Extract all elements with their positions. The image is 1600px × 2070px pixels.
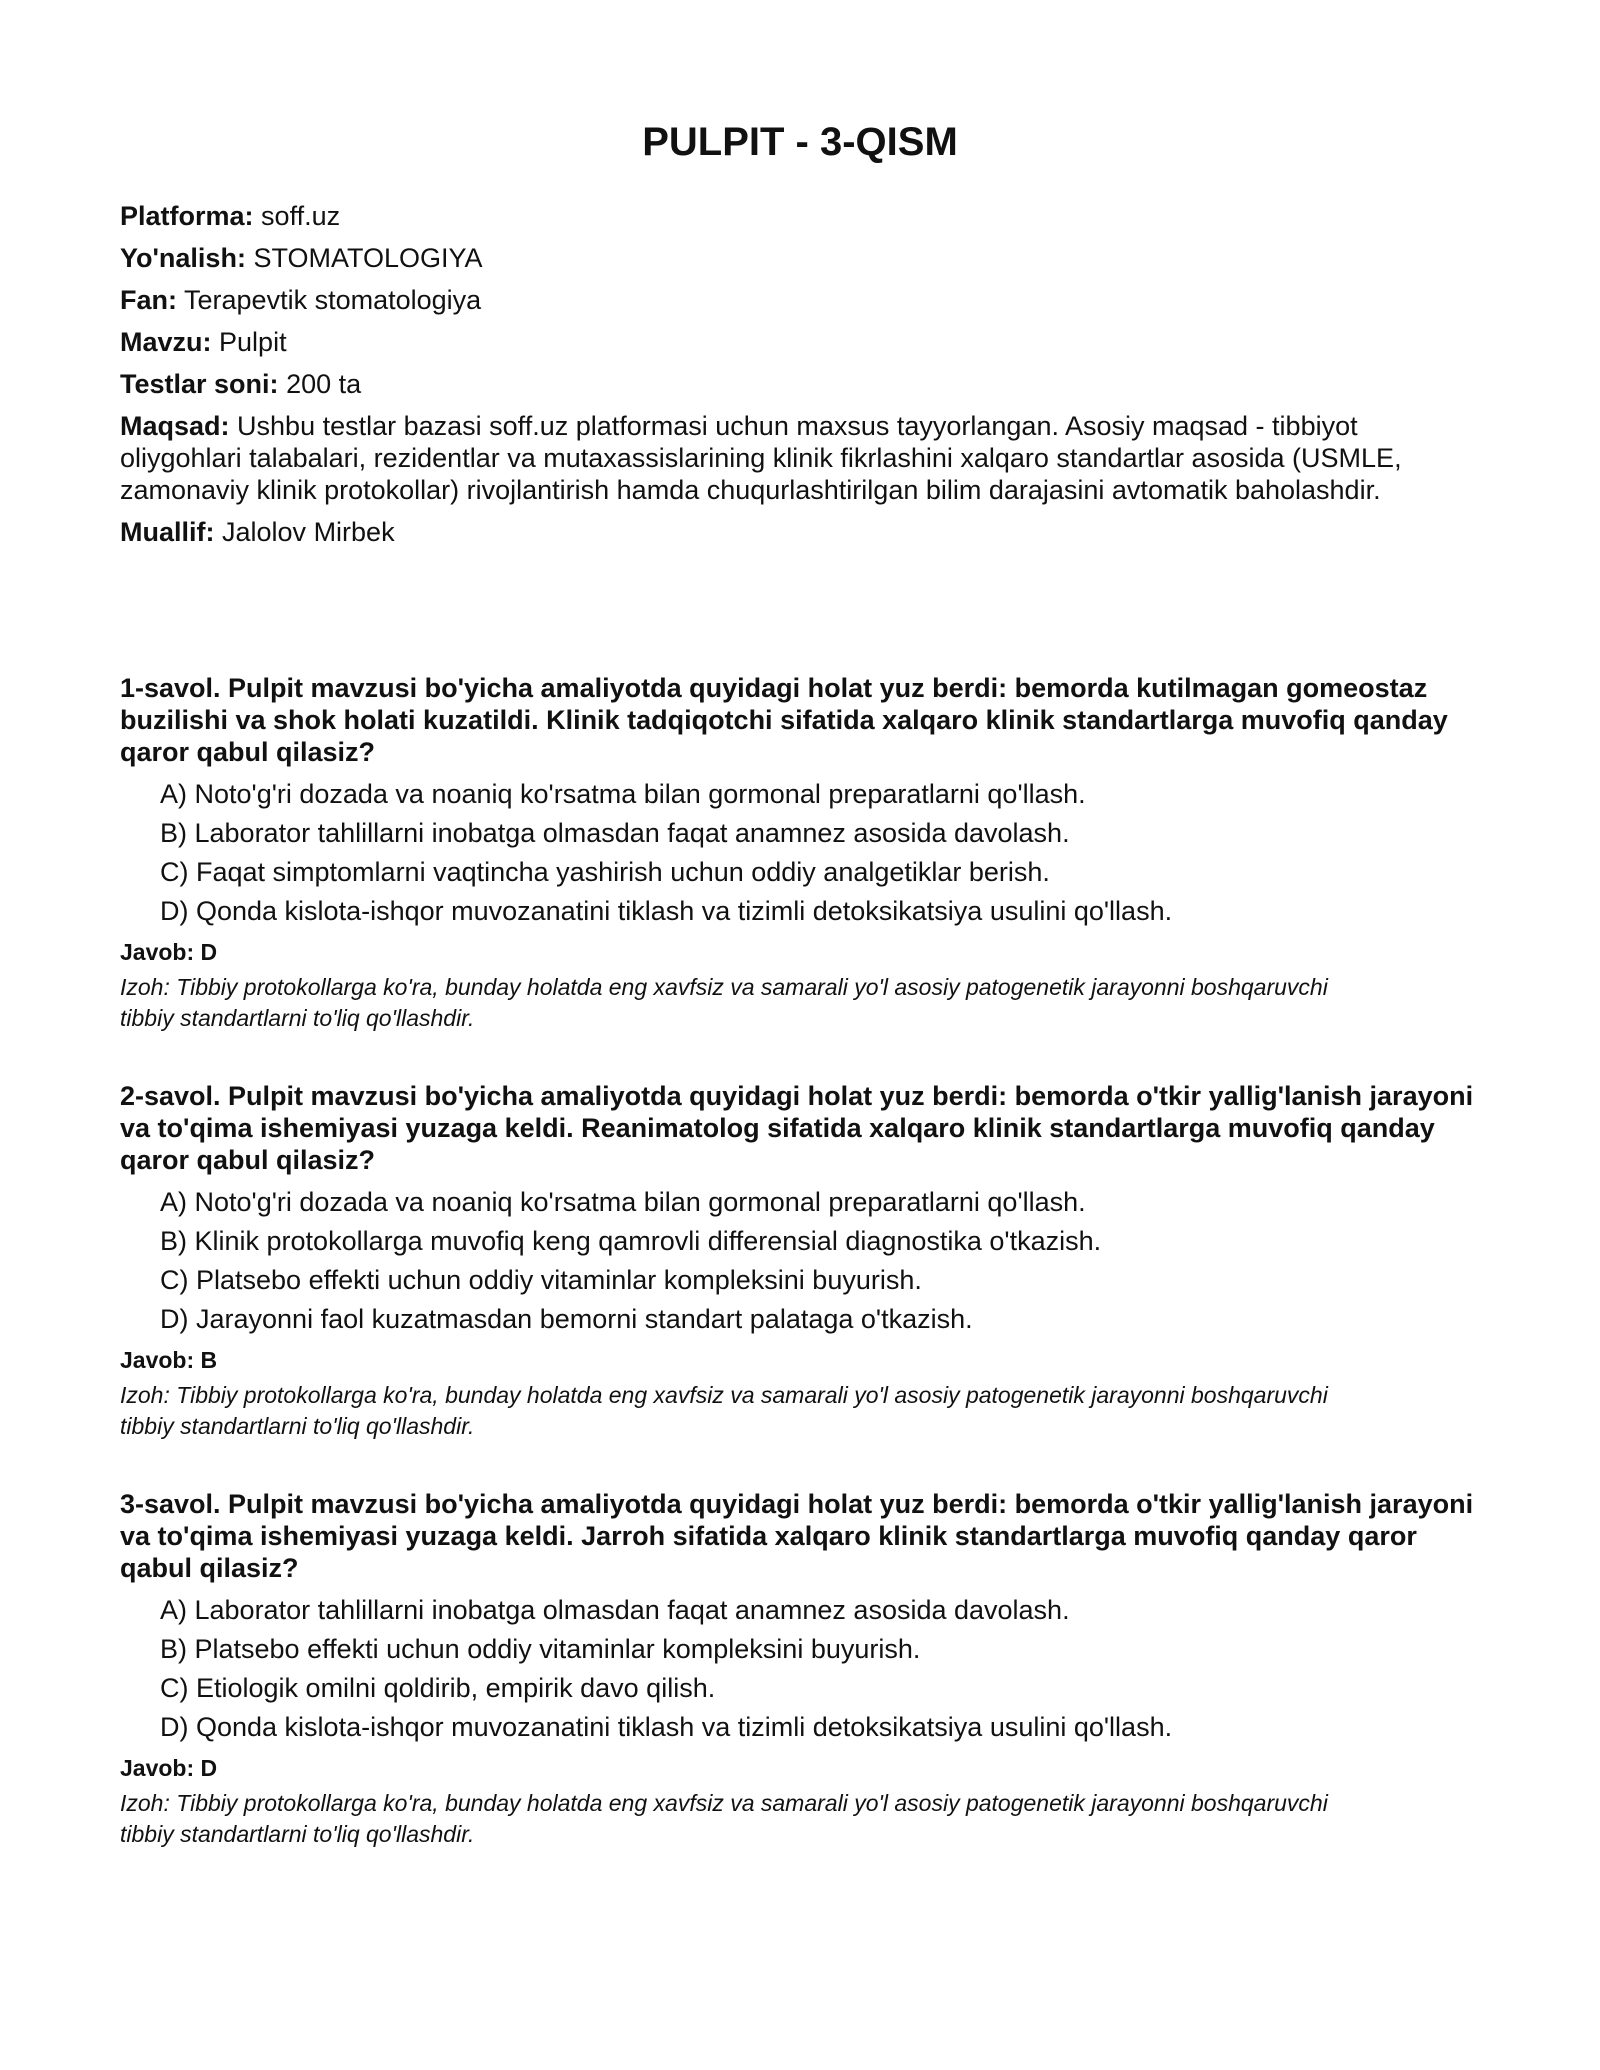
question-list [120,672,1480,1896]
meta-direction-label: Yo'nalish: [120,243,246,273]
explanation-note: Izoh: Tibbiy protokollarga ko'ra, bunday holatda eng xavfsiz va samarali yo'l asosiy patogenetik jarayonni boshqaruvchi tibbiy standartlarni to'liq qo'llashdir. [120,974,1328,1031]
option-b: B) Klinik protokollarga muvofiq keng qamrovli differensial diagnostika o'tkazish. [160,1226,1102,1256]
option-d: D) Qonda kislota-ishqor muvozanatini tiklash va tizimli detoksikatsiya usulini qo'llash. [160,1712,1173,1742]
option-d: D) Jarayonni faol kuzatmasdan bemorni standart palataga o'tkazish. [160,1304,973,1334]
option-c: C) Platsebo effekti uchun oddiy vitaminlar kompleksini buyurish. [160,1265,922,1295]
option-d: D) Qonda kislota-ishqor muvozanatini tiklash va tizimli detoksikatsiya usulini qo'llash. [160,896,1173,926]
meta-topic-label: Mavzu: [120,327,212,357]
explanation-note: Izoh: Tibbiy protokollarga ko'ra, bunday holatda eng xavfsiz va samarali yo'l asosiy patogenetik jarayonni boshqaruvchi tibbiy standartlarni to'liq qo'llashdir. [120,1790,1328,1847]
option-c: C) Faqat simptomlarni vaqtincha yashirish uchun oddiy analgetiklar berish. [160,857,1050,887]
explanation-note: Izoh: Tibbiy protokollarga ko'ra, bunday holatda eng xavfsiz va samarali yo'l asosiy patogenetik jarayonni boshqaruvchi tibbiy standartlarni to'liq qo'llashdir. [120,1382,1328,1439]
meta-author-label: Muallif: [120,517,215,547]
document-metadata [120,200,1480,558]
question-1 [120,672,1480,1080]
meta-test-count-label: Testlar soni: [120,369,279,399]
answer-options [120,778,1480,927]
question-3 [120,1488,1480,1896]
question-text: 2-savol. Pulpit mavzusi bo'yicha amaliyotda quyidagi holat yuz berdi: bemorda o'tkir yallig'lanish jarayoni va to'qima ishemiyasi yuzaga keldi. Reanimatolog sifatida xalqaro klinik standartlarga muvofiq qanday qaror qabul qilasiz? [120,1081,1474,1175]
meta-author [120,516,1480,548]
meta-platform-value: soff.uz [261,201,341,231]
option-b: B) Platsebo effekti uchun oddiy vitaminlar kompleksini buyurish. [160,1634,921,1664]
question-text: 3-savol. Pulpit mavzusi bo'yicha amaliyotda quyidagi holat yuz berdi: bemorda o'tkir yallig'lanish jarayoni va to'qima ishemiyasi yuzaga keldi. Jarroh sifatida xalqaro klinik standartlarga muvofiq qanday qaror qabul qilasiz? [120,1489,1474,1583]
answer-options [120,1186,1480,1335]
document-title: PULPIT - 3-QISM [642,120,958,164]
question-text: 1-savol. Pulpit mavzusi bo'yicha amaliyotda quyidagi holat yuz berdi: bemorda kutilmagan gomeostaz buzilishi va shok holati kuzatildi. Klinik tadqiqotchi sifatida xalqaro klinik standartlarga muvofiq qanday qaror qabul qilasiz? [120,673,1448,767]
option-a: A) Laborator tahlillarni inobatga olmasdan faqat anamnez asosida davolash. [160,1595,1070,1625]
meta-subject-value: Terapevtik stomatologiya [184,285,482,315]
answer-key: Javob: B [120,1347,218,1373]
meta-platform [120,200,1480,232]
option-b: B) Laborator tahlillarni inobatga olmasdan faqat anamnez asosida davolash. [160,818,1070,848]
question-2 [120,1080,1480,1488]
meta-goal [120,410,1480,506]
meta-goal-value: Ushbu testlar bazasi soff.uz platformasi uchun maxsus tayyorlangan. Asosiy maqsad - tibbiyot oliygohlari talabalari, rezidentlar va mutaxassislarining klinik fikrlashini xalqaro standartlar asosida (USMLE, zamonaviy klinik protokollar) rivojlantirish hamda chuqurlashtirilgan bilim darajasini avtomatik baholashdir. [120,411,1402,505]
option-a: A) Noto'g'ri dozada va noaniq ko'rsatma bilan gormonal preparatlarni qo'llash. [160,1187,1086,1217]
meta-direction [120,242,1480,274]
meta-platform-label: Platforma: [120,201,254,231]
meta-author-value: Jalolov Mirbek [222,517,395,547]
meta-topic [120,326,1480,358]
meta-subject [120,284,1480,316]
meta-direction-value: STOMATOLOGIYA [253,243,483,273]
meta-goal-label: Maqsad: [120,411,230,441]
answer-key: Javob: D [120,1755,218,1781]
meta-test-count-value: 200 ta [286,369,362,399]
meta-topic-value: Pulpit [219,327,287,357]
option-c: C) Etiologik omilni qoldirib, empirik davo qilish. [160,1673,716,1703]
meta-test-count [120,368,1480,400]
answer-key: Javob: D [120,939,218,965]
meta-subject-label: Fan: [120,285,177,315]
option-a: A) Noto'g'ri dozada va noaniq ko'rsatma bilan gormonal preparatlarni qo'llash. [160,779,1086,809]
answer-options [120,1594,1480,1743]
